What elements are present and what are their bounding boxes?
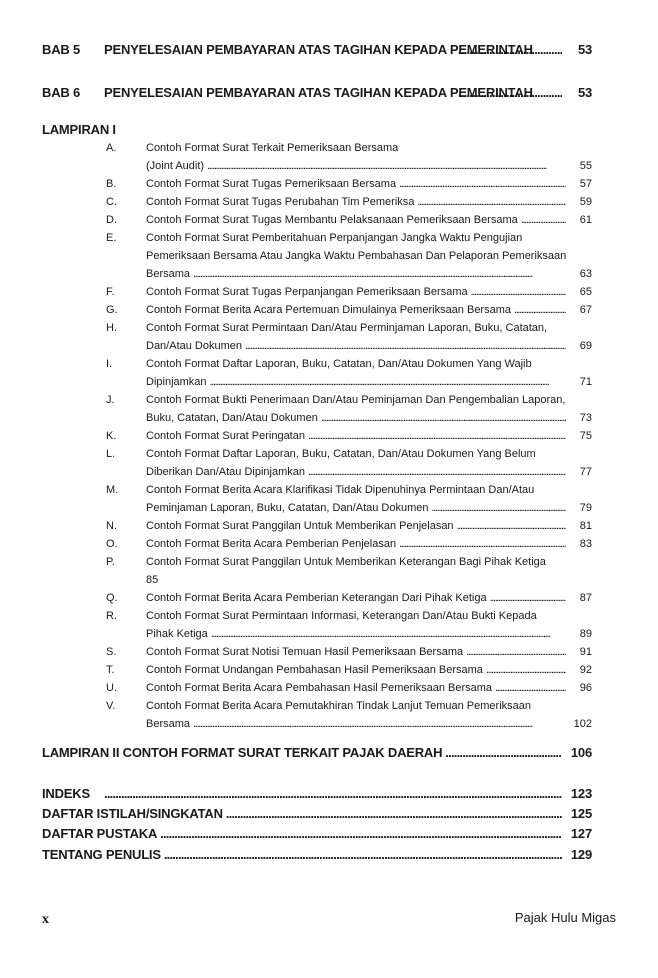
- leader-dots: [399, 178, 566, 190]
- footer-book-title: Pajak Hulu Migas: [514, 910, 616, 925]
- leader-dots: [245, 340, 566, 352]
- leader-dots: [160, 826, 562, 841]
- appendix-item-text: Contoh Format Surat Tugas Perpanjangan Pemeriksaan Bersama: [146, 286, 468, 298]
- appendix-item-letter: K.: [106, 430, 117, 442]
- leader-dots: [207, 160, 566, 172]
- appendix-item-letter: J.: [106, 394, 115, 406]
- appendix-item-letter: D.: [106, 214, 117, 226]
- leader-dots: [211, 628, 566, 640]
- appendix-item-text: Contoh Format Daftar Laporan, Buku, Catatan, Dan/Atau Dokumen Yang Belum: [146, 448, 536, 460]
- appendix-item-text: Contoh Format Surat Panggilan Untuk Memberikan Keterangan Bagi Pihak Ketiga: [146, 556, 546, 568]
- leader-dots: [471, 286, 566, 298]
- appendix-item-text: Contoh Format Surat Notisi Temuan Hasil Pemeriksaan Bersama: [146, 646, 464, 658]
- appendix-item-text: Contoh Format Berita Acara Pemberian Keterangan Dari Pihak Ketiga: [146, 592, 487, 604]
- appendix-item-text: Contoh Format Surat Terkait Pemeriksaan Bersama: [146, 142, 399, 154]
- appendix-item-text: Pihak Ketiga: [146, 628, 208, 640]
- appendix-item-page: 67: [579, 304, 592, 316]
- appendix-item-letter: S.: [106, 646, 117, 658]
- appendix-item-text: 85: [146, 574, 159, 586]
- footer-page-number: x: [42, 912, 49, 927]
- appendix-heading: LAMPIRAN I: [42, 122, 116, 137]
- appendix-item-letter: E.: [106, 232, 117, 244]
- appendix-item-text: Peminjaman Laporan, Buku, Catatan, Dan/Atau Dokumen: [146, 502, 429, 514]
- leader-dots: [210, 376, 566, 388]
- leader-dots: [490, 592, 566, 604]
- appendix-item-letter: F.: [106, 286, 115, 298]
- appendix-item-page: 89: [579, 628, 592, 640]
- leader-dots: [486, 664, 566, 676]
- appendix-item-letter: R.: [106, 610, 117, 622]
- leader-dots: [466, 646, 566, 658]
- backmatter-page: 129: [570, 847, 592, 862]
- leader-dots: [164, 847, 562, 862]
- backmatter-title: DAFTAR PUSTAKA: [42, 826, 158, 841]
- appendix-item-text: Contoh Format Berita Acara Klarifikasi Tidak Dipenuhinya Permintaan Dan/Atau: [146, 484, 535, 496]
- leader-dots: [104, 786, 562, 801]
- appendix-item-page: 69: [579, 340, 592, 352]
- appendix-item-text: Contoh Format Surat Permintaan Informasi, Keterangan Dan/Atau Bukti Kepada: [146, 610, 537, 622]
- chapter-label: BAB 6: [42, 85, 81, 100]
- leader-dots: [495, 682, 566, 694]
- appendix-item-page: 102: [573, 718, 592, 730]
- appendix-item-letter: H.: [106, 322, 117, 334]
- chapter-page: 53: [577, 42, 592, 57]
- backmatter-title: INDEKS: [42, 786, 90, 801]
- appendix-item-text: Contoh Format Surat Panggilan Untuk Memberikan Penjelasan: [146, 520, 454, 532]
- chapter-title: PENYELESAIAN PEMBAYARAN ATAS TAGIHAN KEPADA PEMERINTAH: [104, 85, 533, 100]
- leader-dots: [308, 430, 566, 442]
- leader-dots: [432, 502, 567, 514]
- backmatter-title: TENTANG PENULIS: [42, 847, 161, 862]
- appendix-item-page: 87: [579, 592, 592, 604]
- appendix-item-letter: Q.: [106, 592, 118, 604]
- backmatter-title: DAFTAR ISTILAH/SINGKATAN: [42, 806, 223, 821]
- appendix2-page: 106: [570, 745, 592, 760]
- leader-dots: [193, 268, 566, 280]
- leader-dots: [417, 196, 566, 208]
- appendix-item-text: Buku, Catatan, Dan/Atau Dokumen: [146, 412, 318, 424]
- appendix-item-page: 81: [579, 520, 592, 532]
- appendix-item-page: 96: [579, 682, 592, 694]
- appendix-item-text: (Joint Audit): [146, 160, 205, 172]
- appendix-item-text: Contoh Format Berita Acara Pembahasan Hasil Pemeriksaan Bersama: [146, 682, 493, 694]
- leader-dots: [193, 718, 566, 730]
- appendix-item-text: Contoh Format Surat Peringatan: [146, 430, 305, 442]
- appendix-item-text: Dan/Atau Dokumen: [146, 340, 242, 352]
- appendix-item-letter: B.: [106, 178, 117, 190]
- appendix2-title: LAMPIRAN II CONTOH FORMAT SURAT TERKAIT PAJAK DAERAH: [42, 745, 443, 760]
- appendix-item-text: Contoh Format Daftar Laporan, Buku, Catatan, Dan/Atau Dokumen Yang Wajib: [146, 358, 532, 370]
- chapter-label: BAB 5: [42, 42, 81, 57]
- appendix-item-page: 57: [579, 178, 592, 190]
- appendix-item-letter: I.: [106, 358, 113, 370]
- appendix-item-page: 55: [579, 160, 592, 172]
- appendix-item-letter: L.: [106, 448, 116, 460]
- appendix-item-text: Contoh Format Surat Tugas Membantu Pelaksanaan Pemeriksaan Bersama: [146, 214, 518, 226]
- appendix-item-text: Contoh Format Surat Pemberitahuan Perpanjangan Jangka Waktu Pengujian: [146, 232, 523, 244]
- appendix-item-letter: P.: [106, 556, 115, 568]
- appendix-item-page: 79: [579, 502, 592, 514]
- appendix-item-text: Dipinjamkan: [146, 376, 207, 388]
- appendix-item-text: Contoh Format Berita Acara Pemberian Penjelasan: [146, 538, 397, 550]
- leader-dots: [458, 85, 562, 100]
- appendix-item-letter: G.: [106, 304, 118, 316]
- appendix-item-text: Contoh Format Berita Acara Pemutakhiran Tindak Lanjut Temuan Pemeriksaan: [146, 700, 531, 712]
- appendix-item-text: Contoh Format Surat Tugas Perubahan Tim Pemeriksa: [146, 196, 415, 208]
- appendix-item-page: 73: [579, 412, 592, 424]
- leader-dots: [308, 466, 566, 478]
- appendix-item-text: Contoh Format Undangan Pembahasan Hasil Pemeriksaan Bersama: [146, 664, 483, 676]
- appendix-item-page: 75: [579, 430, 592, 442]
- appendix-item-letter: M.: [106, 484, 119, 496]
- appendix-item-page: 77: [579, 466, 592, 478]
- appendix-item-text: Bersama: [146, 718, 191, 730]
- appendix-item-page: 61: [579, 214, 592, 226]
- chapter-page: 53: [577, 85, 592, 100]
- appendix-item-text: Bersama: [146, 268, 191, 280]
- appendix-item-text: Diberikan Dan/Atau Dipinjamkan: [146, 466, 305, 478]
- leader-dots: [521, 214, 566, 226]
- leader-dots: [226, 806, 562, 821]
- appendix-item-letter: T.: [106, 664, 115, 676]
- appendix-item-page: 59: [579, 196, 592, 208]
- leader-dots: [399, 538, 566, 550]
- appendix-item-text: Contoh Format Berita Acara Pertemuan Dimulainya Pemeriksaan Bersama: [146, 304, 511, 316]
- appendix-item-page: 63: [579, 268, 592, 280]
- appendix-item-text: Pemeriksaan Bersama Atau Jangka Waktu Pembahasan Dan Pelaporan Pemeriksaan: [146, 250, 567, 262]
- appendix-item-letter: N.: [106, 520, 117, 532]
- leader-dots: [321, 412, 566, 424]
- appendix-item-page: 83: [579, 538, 592, 550]
- appendix-item-text: Contoh Format Surat Tugas Pemeriksaan Bersama: [146, 178, 397, 190]
- appendix-item-page: 92: [579, 664, 592, 676]
- chapter-title: PENYELESAIAN PEMBAYARAN ATAS TAGIHAN KEPADA PEMERINTAH: [104, 42, 533, 57]
- leader-dots: [514, 304, 566, 316]
- appendix-item-text: Contoh Format Surat Permintaan Dan/Atau Perminjaman Laporan, Buku, Catatan,: [146, 322, 548, 334]
- appendix-item-page: 91: [579, 646, 592, 658]
- leader-dots: [445, 745, 562, 760]
- appendix-item-page: 65: [579, 286, 592, 298]
- appendix-item-letter: O.: [106, 538, 118, 550]
- backmatter-page: 125: [570, 806, 592, 821]
- leader-dots: [458, 42, 562, 57]
- backmatter-page: 123: [570, 786, 592, 801]
- appendix-item-page: 71: [579, 376, 592, 388]
- appendix-item-letter: A.: [106, 142, 117, 154]
- leader-dots: [457, 520, 566, 532]
- appendix-item-letter: V.: [106, 700, 116, 712]
- backmatter-page: 127: [570, 826, 592, 841]
- appendix-item-letter: U.: [106, 682, 117, 694]
- appendix-item-letter: C.: [106, 196, 117, 208]
- appendix-item-text: Contoh Format Bukti Penerimaan Dan/Atau Peminjaman Dan Pengembalian Laporan,: [146, 394, 566, 406]
